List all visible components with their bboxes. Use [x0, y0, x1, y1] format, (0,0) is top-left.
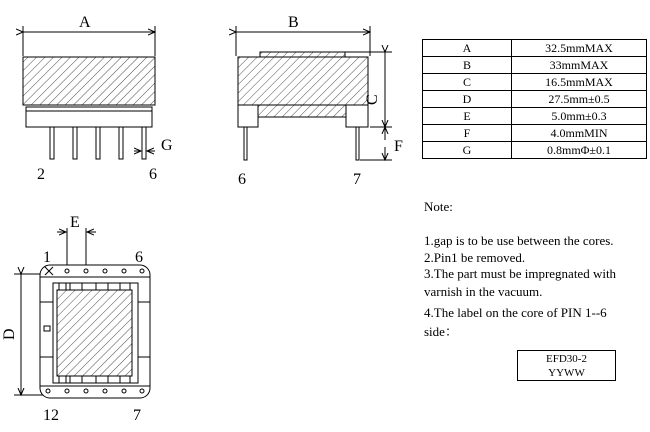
side-view [236, 26, 392, 160]
core-label-box [517, 350, 616, 381]
dim-b-label: B [288, 14, 299, 31]
note-line: 3.The part must be impregnated with [424, 266, 617, 281]
table-row: D 27.5mm±0.5 [423, 91, 647, 108]
spec-table [422, 39, 647, 159]
bottom-pin-6: 6 [135, 249, 143, 266]
note-line: varnish in the vacuum. [424, 284, 543, 299]
bottom-pin-7: 7 [133, 407, 141, 424]
bottom-pin-12: 12 [43, 407, 59, 424]
table-row: A 32.5mmMAX [423, 40, 647, 57]
front-core [23, 57, 155, 105]
note-line: 4.The label on the core of PIN 1--6 [424, 305, 607, 320]
dim-a-label: A [79, 14, 91, 31]
label-line-2: YYWW [548, 367, 585, 379]
bottom-view [14, 228, 150, 398]
table-row: C 16.5mmMAX [423, 74, 647, 91]
dim-c-label: C [364, 94, 381, 105]
dim-e-label: E [70, 214, 80, 231]
front-pins [50, 127, 146, 159]
dim-f-label: F [394, 138, 403, 155]
bottom-core [57, 290, 132, 376]
table-row: E 5.0mm±0.3 [423, 108, 647, 125]
notes-title: Note: [424, 199, 453, 214]
dim-d-label: D [1, 328, 18, 340]
side-pin-left: 6 [238, 171, 246, 188]
side-core [238, 57, 368, 105]
bottom-pin-1: 1 [43, 249, 51, 266]
front-view [23, 26, 155, 159]
front-bobbin [26, 107, 152, 127]
dim-g-label: G [161, 137, 173, 154]
front-pin-right: 6 [149, 166, 157, 183]
front-pin-left: 2 [37, 166, 45, 183]
table-row: F 4.0mmMIN [423, 125, 647, 142]
side-pin-right: 7 [353, 171, 361, 188]
table-row: B 33mmMAX [423, 57, 647, 74]
note-line: side： [424, 324, 458, 339]
note-line: 2.Pin1 be removed. [424, 250, 526, 265]
note-line: 1.gap is to be use between the cores. [424, 233, 614, 248]
table-row: G 0.8mmΦ±0.1 [423, 142, 647, 159]
label-line-1: EFD30-2 [546, 353, 587, 365]
